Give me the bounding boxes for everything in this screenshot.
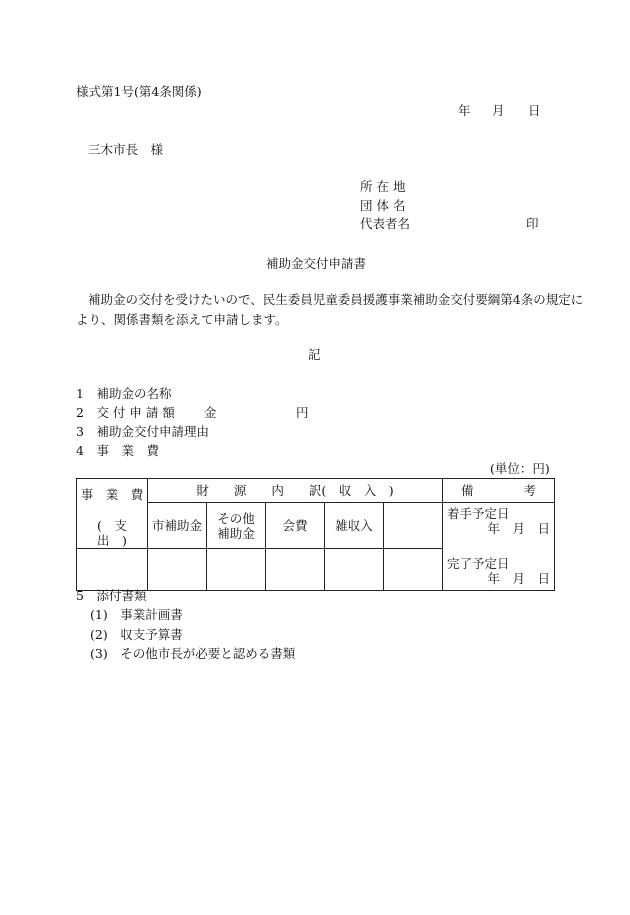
addressee: 三木市長 様 [88,142,164,157]
value-misc-income [325,549,384,591]
body-line-2: より、関係書類を添えて申請します。 [76,312,288,327]
remarks-header: 備 考 [443,479,555,503]
attachment-item: (3) その他市長が必要と認める書類 [90,646,296,661]
group-label: 団 体 名 [360,198,406,213]
item-2-kin: 金 [204,405,217,420]
ki-heading: 記 [308,347,321,362]
col-misc-income: 雑収入 [325,503,384,549]
date-day: 日 [528,103,541,118]
attachment-item: (2) 収支予算書 [90,627,183,642]
value-city-subsidy [148,549,207,591]
col-other-subsidy [207,503,266,549]
source-header: 財 源 内 訳( 収 入 ) [148,479,443,503]
item-4: 4 事 業 費 [76,443,159,458]
item-2-yen: 円 [296,405,309,420]
value-other-subsidy [207,549,266,591]
expense-table [76,478,555,591]
item-2: 2 交 付 申 請 額 [76,405,175,420]
date-month: 月 [492,103,505,118]
item-3: 3 補助金交付申請理由 [76,424,209,439]
col-fees: 会費 [266,503,325,549]
representative-label: 代表者名 [360,216,411,231]
item-1: 1 補助金の名称 [76,386,172,401]
expense-label: 事 業 費 [80,487,144,502]
end-date-ymd: 年 月 日 [487,571,550,586]
seal-mark: 印 [526,216,539,231]
value-fees [266,549,325,591]
end-date-label: 完了予定日 [447,556,510,571]
expense-cell [77,479,148,549]
value-blank [384,549,443,591]
col-other-line-1: その他 [217,510,255,526]
attachment-item: (1) 事業計画書 [90,607,183,622]
start-date-cell [443,503,555,591]
expense-sub-label: ( 支 出 ) [97,518,140,548]
document-title: 補助金交付申請書 [266,256,367,271]
value-expense [77,549,148,591]
date-year: 年 [458,103,471,118]
start-date-ymd: 年 月 日 [487,521,550,536]
start-date-label: 着手予定日 [447,506,510,521]
form-number: 様式第1号(第4条関係) [76,84,202,99]
attachments-heading: 5 添付書類 [76,588,147,603]
col-city-subsidy: 市補助金 [148,503,207,549]
col-blank [384,503,443,549]
body-line-1: 補助金の交付を受けたいので、民生委員児童委員援護事業補助金交付要綱第4条の規定に [88,292,584,307]
address-label: 所 在 地 [360,179,406,194]
unit-label: (単位：円) [490,461,550,476]
col-other-line-2: 補助金 [217,525,255,541]
